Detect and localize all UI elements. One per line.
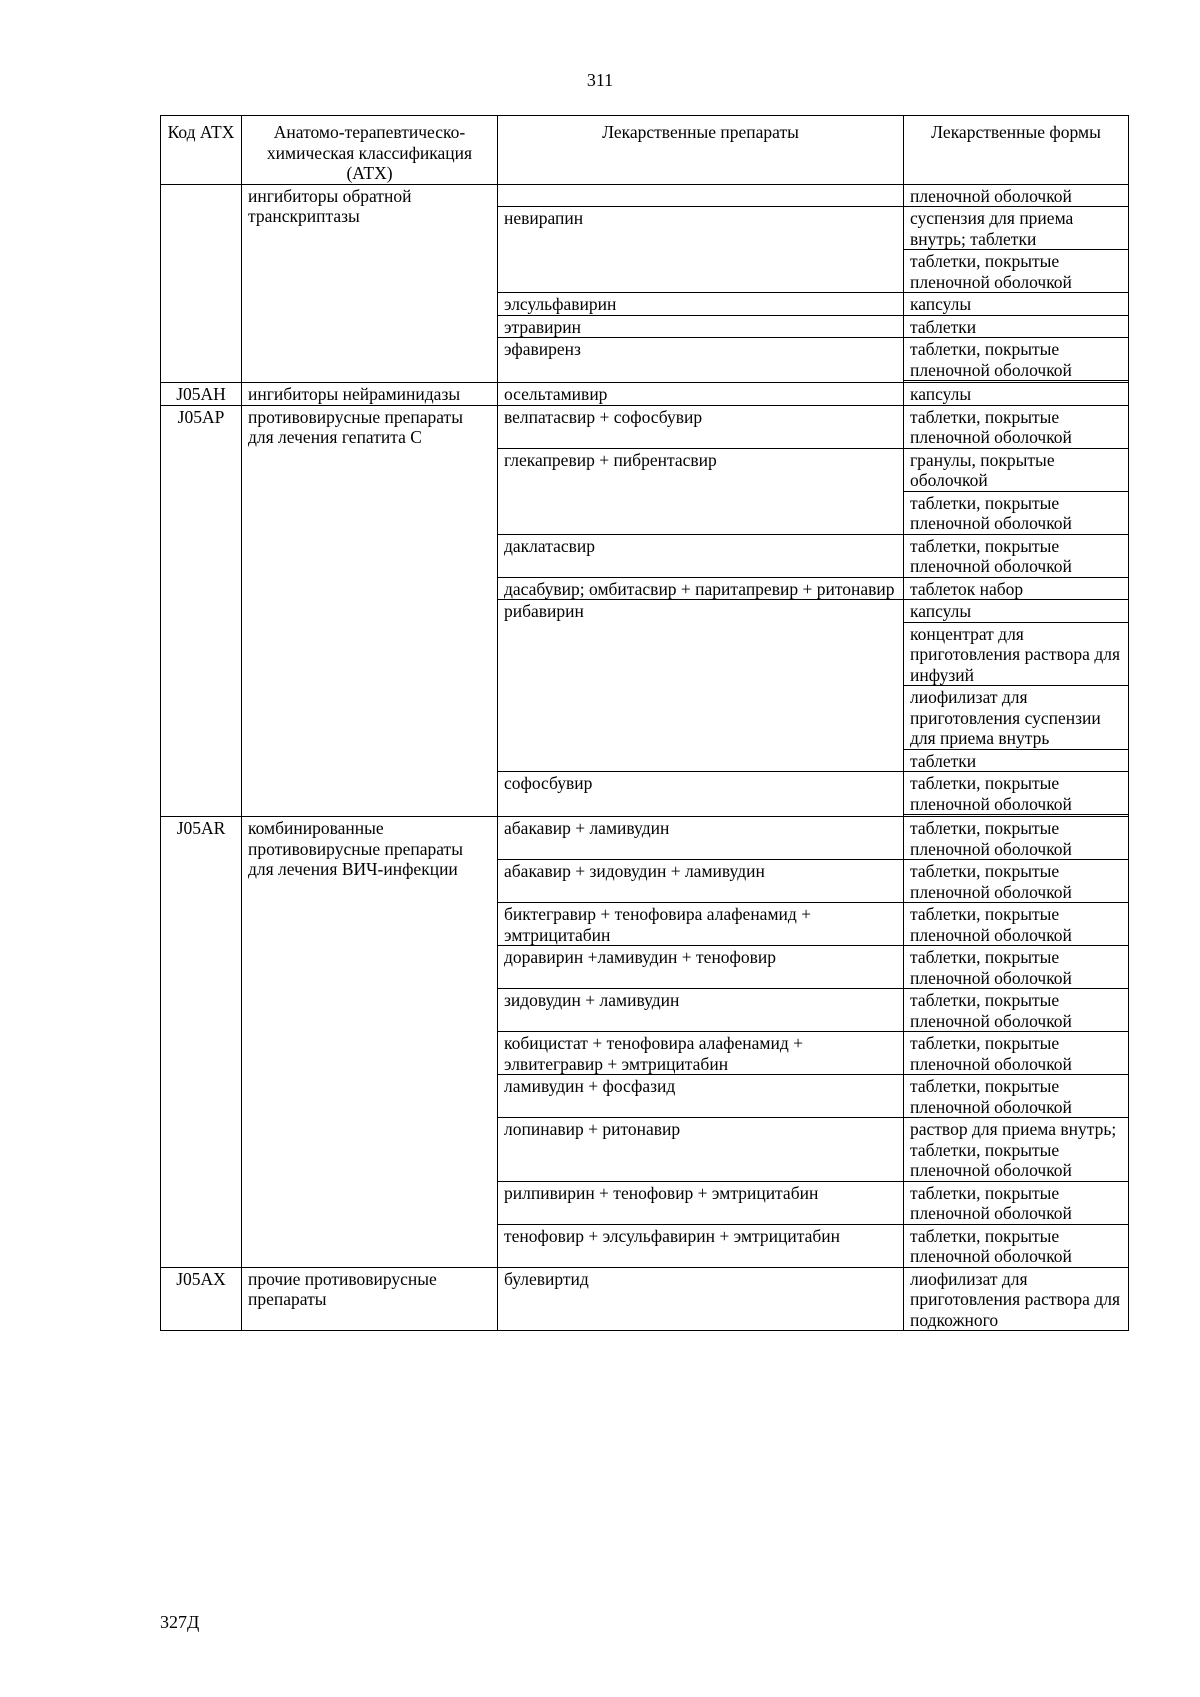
form-cell: таблетки, покрытые пленочной оболочкой bbox=[904, 250, 1129, 293]
form-cell: концентрат для приготовления раствора для инфузий bbox=[904, 622, 1129, 686]
drug-cell: абакавир + ламивудин bbox=[498, 817, 904, 860]
drug-cell: невирапин bbox=[498, 207, 904, 293]
table-body bbox=[161, 184, 1129, 1331]
table-header-row bbox=[161, 116, 1129, 185]
form-cell: суспензия для приема внутрь; таблетки bbox=[904, 207, 1129, 250]
drug-cell bbox=[498, 184, 904, 207]
drug-cell: доравирин +ламивудин + тенофовир bbox=[498, 946, 904, 989]
form-cell: таблетки, покрытые пленочной оболочкой bbox=[904, 1032, 1129, 1075]
table-row bbox=[161, 383, 1129, 406]
form-cell: капсулы bbox=[904, 600, 1129, 623]
form-cell: таблетки bbox=[904, 315, 1129, 338]
form-cell: раствор для приема внутрь; таблетки, покрытые пленочной оболочкой bbox=[904, 1118, 1129, 1182]
form-cell: лиофилизат для приготовления суспензии для приема внутрь bbox=[904, 686, 1129, 750]
drug-cell: элсульфавирин bbox=[498, 293, 904, 316]
table-row bbox=[161, 405, 1129, 448]
form-cell: таблетки, покрытые пленочной оболочкой bbox=[904, 1075, 1129, 1118]
form-cell: капсулы bbox=[904, 293, 1129, 316]
header-forms: Лекарственные формы bbox=[904, 116, 1129, 185]
drug-cell: кобицистат + тенофовира алафенамид + элвитегравир + эмтрицитабин bbox=[498, 1032, 904, 1075]
code-cell bbox=[161, 184, 242, 383]
form-cell: таблетки, покрытые пленочной оболочкой bbox=[904, 405, 1129, 448]
form-cell: лиофилизат для приготовления раствора для подкожного bbox=[904, 1267, 1129, 1331]
form-cell: таблетки, покрытые пленочной оболочкой bbox=[904, 989, 1129, 1032]
form-cell: таблетки, покрытые пленочной оболочкой bbox=[904, 772, 1129, 815]
drug-cell: биктегравир + тенофовира алафенамид + эмтрицитабин bbox=[498, 903, 904, 946]
form-cell: таблетки, покрытые пленочной оболочкой bbox=[904, 1224, 1129, 1267]
form-cell: капсулы bbox=[904, 383, 1129, 406]
form-cell: таблетки, покрытые пленочной оболочкой bbox=[904, 338, 1129, 381]
form-cell: таблетки, покрытые пленочной оболочкой bbox=[904, 491, 1129, 534]
atx-table bbox=[160, 115, 1129, 1331]
drug-cell: дасабувир; омбитасвир + паритапревир + ритонавир bbox=[498, 577, 904, 600]
form-cell: гранулы, покрытые оболочкой bbox=[904, 448, 1129, 491]
drug-cell: этравирин bbox=[498, 315, 904, 338]
document-code: 327Д bbox=[160, 1612, 200, 1632]
form-cell: таблеток набор bbox=[904, 577, 1129, 600]
form-cell: пленочной оболочкой bbox=[904, 184, 1129, 207]
classification-cell: комбинированные противовирусные препараты для лечения ВИЧ-инфекции bbox=[242, 817, 498, 1268]
classification-cell: противовирусные препараты для лечения гепатита С bbox=[242, 405, 498, 817]
drug-cell: осельтамивир bbox=[498, 383, 904, 406]
code-cell: J05AP bbox=[161, 405, 242, 817]
header-classification: Анатомо-терапевтическо-химическая классификация (АТХ) bbox=[242, 116, 498, 185]
drug-cell: рибавирин bbox=[498, 600, 904, 772]
table-row bbox=[161, 817, 1129, 860]
code-cell: J05AH bbox=[161, 383, 242, 406]
drug-cell: ламивудин + фосфазид bbox=[498, 1075, 904, 1118]
code-cell: J05AR bbox=[161, 817, 242, 1268]
drug-cell: даклатасвир bbox=[498, 534, 904, 577]
form-cell: таблетки, покрытые пленочной оболочкой bbox=[904, 534, 1129, 577]
form-cell: таблетки, покрытые пленочной оболочкой bbox=[904, 1181, 1129, 1224]
form-cell: таблетки, покрытые пленочной оболочкой bbox=[904, 860, 1129, 903]
drug-cell: софосбувир bbox=[498, 772, 904, 817]
drug-cell: лопинавир + ритонавир bbox=[498, 1118, 904, 1182]
page-number: 311 bbox=[586, 70, 614, 90]
form-cell: таблетки, покрытые пленочной оболочкой bbox=[904, 946, 1129, 989]
drug-cell: эфавиренз bbox=[498, 338, 904, 383]
drug-cell: глекапревир + пибрентасвир bbox=[498, 448, 904, 534]
header-code: Код АТХ bbox=[161, 116, 242, 185]
drug-cell: зидовудин + ламивудин bbox=[498, 989, 904, 1032]
drug-cell: рилпивирин + тенофовир + эмтрицитабин bbox=[498, 1181, 904, 1224]
classification-cell: ингибиторы обратной транскриптазы bbox=[242, 184, 498, 383]
form-cell: таблетки, покрытые пленочной оболочкой bbox=[904, 817, 1129, 860]
form-cell: таблетки bbox=[904, 749, 1129, 772]
classification-cell: ингибиторы нейраминидазы bbox=[242, 383, 498, 406]
drug-cell: булевиртид bbox=[498, 1267, 904, 1331]
code-cell: J05AX bbox=[161, 1267, 242, 1331]
table-row bbox=[161, 1267, 1129, 1331]
drug-cell: тенофовир + элсульфавирин + эмтрицитабин bbox=[498, 1224, 904, 1267]
header-drugs: Лекарственные препараты bbox=[498, 116, 904, 185]
table-row bbox=[161, 184, 1129, 207]
drug-cell: абакавир + зидовудин + ламивудин bbox=[498, 860, 904, 903]
classification-cell: прочие противовирусные препараты bbox=[242, 1267, 498, 1331]
drug-cell: велпатасвир + софосбувир bbox=[498, 405, 904, 448]
form-cell: таблетки, покрытые пленочной оболочкой bbox=[904, 903, 1129, 946]
